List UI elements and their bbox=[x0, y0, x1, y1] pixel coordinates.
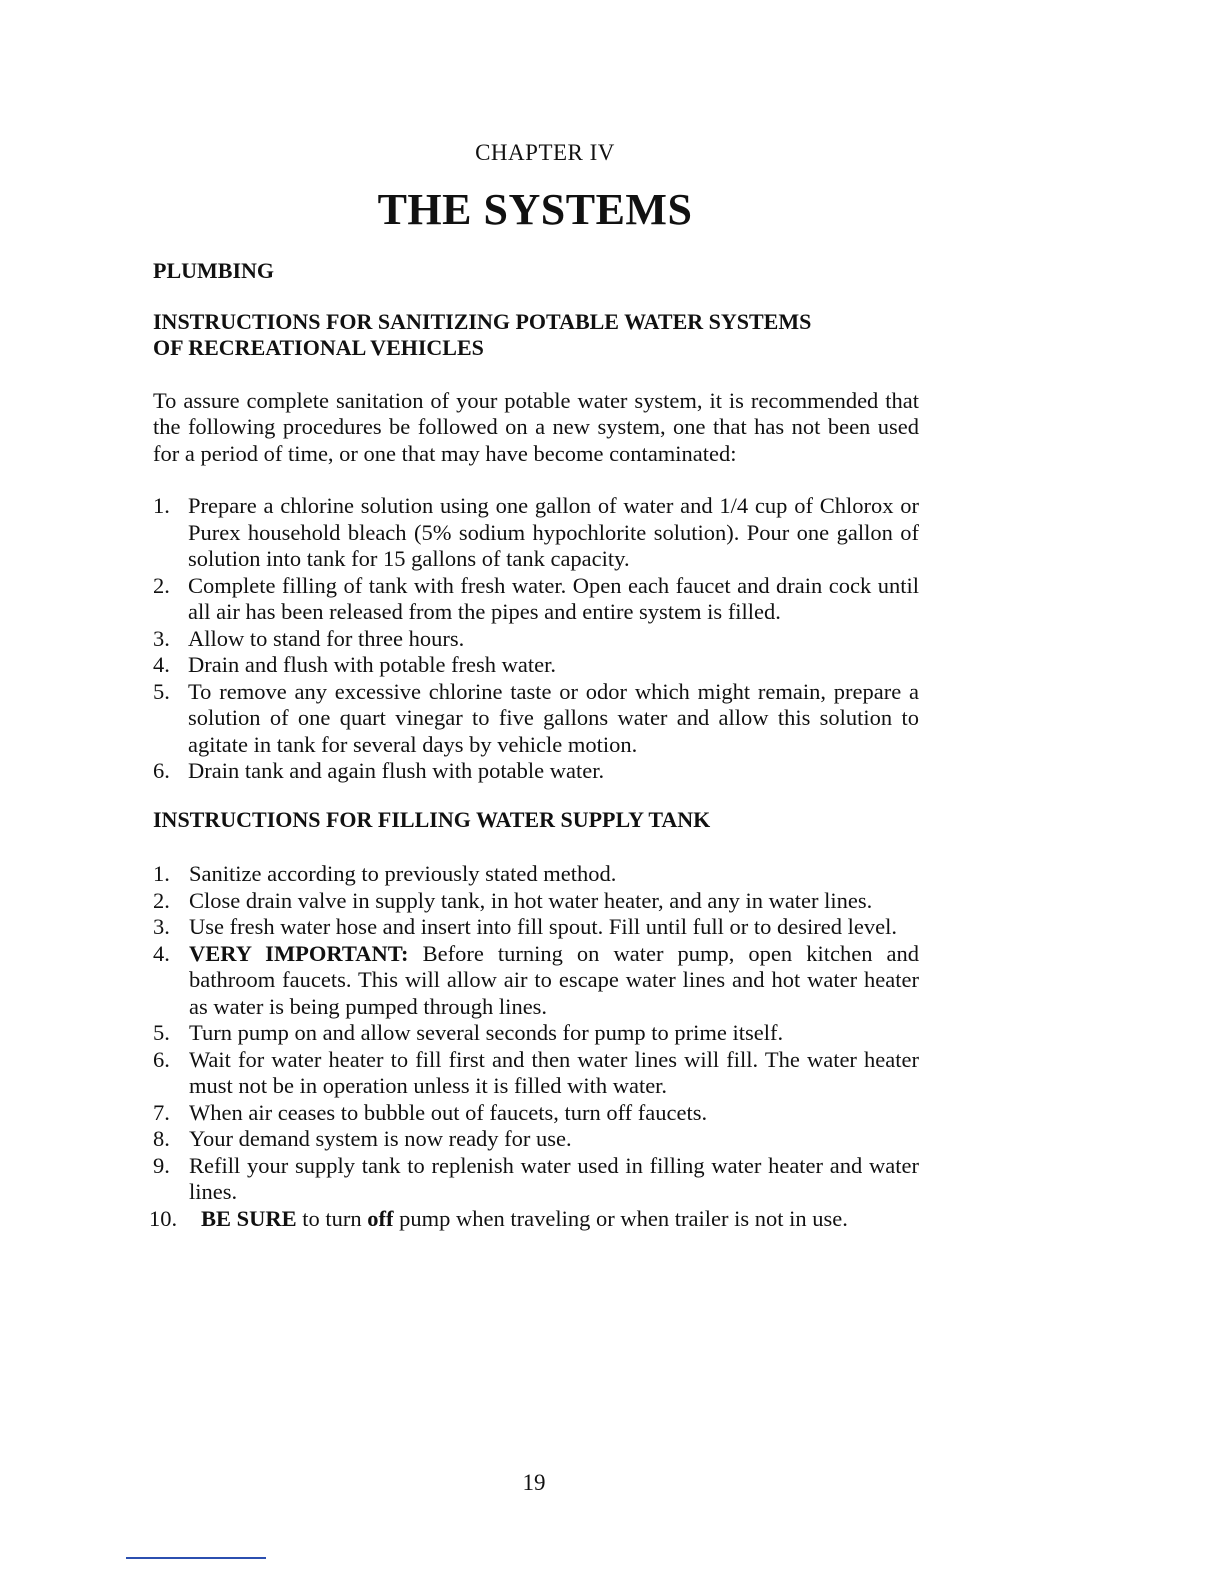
step-number: 4. bbox=[153, 940, 170, 966]
filling-heading: INSTRUCTIONS FOR FILLING WATER SUPPLY TANK bbox=[153, 806, 711, 832]
step-number: 8. bbox=[153, 1126, 170, 1151]
sanitizing-intro: To assure complete sanitation of your potable water system, it is recommended that the following procedures be followed on a new system, one that has not been used for a period of time, or one that may have become contaminated: bbox=[153, 387, 919, 466]
step-number: 4. bbox=[153, 652, 170, 677]
step-text: Drain and flush with potable fresh water. bbox=[188, 652, 557, 677]
step-number: 1. bbox=[153, 493, 170, 518]
list-item bbox=[153, 914, 919, 941]
step-number: 7. bbox=[153, 1099, 170, 1125]
step-text: Allow to stand for three hours. bbox=[188, 625, 465, 651]
step-text: Sanitize according to previously stated method. bbox=[189, 861, 617, 886]
step-text: Your demand system is now ready for use. bbox=[189, 1126, 572, 1151]
list-item bbox=[153, 573, 919, 626]
step-text: to turn bbox=[296, 1205, 368, 1231]
list-item bbox=[153, 1047, 919, 1100]
step-text: Close drain valve in supply tank, in hot water heater, and any in water lines. bbox=[189, 887, 873, 913]
list-item bbox=[153, 1020, 919, 1047]
list-item bbox=[153, 1153, 919, 1206]
step-number: 9. bbox=[153, 1152, 170, 1178]
step-number: 5. bbox=[153, 678, 170, 704]
filling-steps bbox=[149, 861, 919, 1232]
list-item bbox=[153, 1126, 919, 1153]
step-text: Use fresh water hose and insert into fill spout. Fill until full or to desired level. bbox=[189, 914, 897, 939]
list-item bbox=[153, 1100, 919, 1127]
step-text: Wait for water heater to fill first and then water lines will fill. The water heater must not be in operation unless it is filled with water. bbox=[189, 1046, 919, 1098]
step-text: Before turning on water pump, open kitchen and bathroom faucets. This will allow air to escape water lines and hot water heater as water is being pumped through lines. bbox=[189, 940, 919, 1019]
step-number: 6. bbox=[153, 758, 170, 783]
step-lead-be-sure: BE SURE bbox=[201, 1205, 297, 1231]
list-item bbox=[153, 493, 919, 573]
step-text: Complete filling of tank with fresh water. Open each faucet and drain cock until all air has been released from the pipes and entire system is filled. bbox=[188, 572, 919, 624]
list-item bbox=[153, 652, 919, 679]
step-number: 3. bbox=[153, 914, 170, 939]
step-number: 3. bbox=[153, 625, 170, 651]
scan-artifact-line bbox=[126, 1557, 266, 1559]
sanitizing-heading-line1: INSTRUCTIONS FOR SANITIZING POTABLE WATER SYSTEMS bbox=[153, 308, 812, 334]
list-item bbox=[153, 888, 919, 915]
sanitizing-steps bbox=[153, 493, 919, 785]
step-text: pump when traveling or when trailer is not in use. bbox=[393, 1205, 848, 1231]
list-item bbox=[153, 679, 919, 759]
page-content bbox=[149, 258, 919, 1232]
step-emphasis-off: off bbox=[367, 1205, 394, 1231]
chapter-label: CHAPTER IV bbox=[475, 140, 615, 165]
page-number: 19 bbox=[522, 1470, 546, 1495]
list-item bbox=[153, 861, 919, 888]
sanitizing-heading-line2: OF RECREATIONAL VEHICLES bbox=[153, 335, 484, 360]
step-number: 2. bbox=[153, 572, 170, 598]
list-item bbox=[149, 1205, 919, 1233]
step-text: Drain tank and again flush with potable water. bbox=[188, 758, 605, 783]
step-number: 2. bbox=[153, 887, 170, 913]
step-text: Prepare a chlorine solution using one gallon of water and 1/4 cup of Chlorox or Purex household bleach (5% sodium hypochlorite solution). Pour one gallon of solution into tank for 15 gallons of tank capacity. bbox=[188, 493, 919, 571]
step-text: When air ceases to bubble out of faucets, turn off faucets. bbox=[189, 1099, 708, 1125]
step-text: Turn pump on and allow several seconds for pump to prime itself. bbox=[189, 1020, 784, 1045]
sanitizing-heading bbox=[153, 309, 919, 362]
list-item bbox=[153, 758, 919, 785]
step-text: Refill your supply tank to replenish water used in filling water heater and water lines. bbox=[189, 1152, 919, 1204]
step-number: 1. bbox=[153, 861, 170, 886]
step-number: 6. bbox=[153, 1046, 170, 1072]
step-number: 5. bbox=[153, 1020, 170, 1045]
step-lead-very-important: VERY IMPORTANT: bbox=[189, 940, 409, 966]
list-item bbox=[153, 941, 919, 1021]
chapter-title: THE SYSTEMS bbox=[377, 185, 693, 234]
list-item bbox=[153, 626, 919, 653]
step-number: 10. bbox=[149, 1205, 178, 1231]
step-text: To remove any excessive chlorine taste or odor which might remain, prepare a solution of one quart vinegar to five gallons water and allow this solution to agitate in tank for several days by vehicle motion. bbox=[188, 678, 919, 757]
section-heading-plumbing: PLUMBING bbox=[153, 258, 274, 283]
